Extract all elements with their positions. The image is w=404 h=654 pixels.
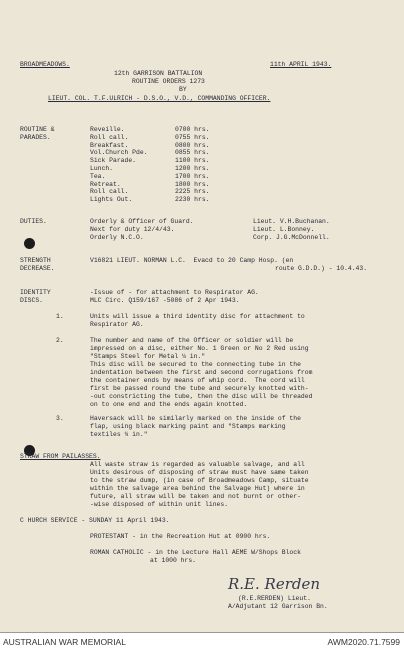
duty-role: Orderly & Officer of Guard.: [90, 218, 194, 225]
church-protestant: PROTESTANT - in the Recreation Hut at 0900 hrs.: [90, 533, 271, 540]
strength-line-2: route G.D.D.) - 10.4.43.: [275, 265, 368, 272]
identity-item-line: flap, using black marking paint and "Stamps marking: [90, 423, 286, 430]
identity-item-line: Haversack will be similarly marked on the inside of the: [90, 415, 301, 422]
identity-item-number: 3.: [56, 415, 64, 422]
routine-heading-2: PARADES.: [20, 134, 51, 141]
routine-time: 0855 hrs.: [175, 149, 210, 157]
duties-heading: DUTIES.: [20, 218, 47, 225]
routine-label: Sick Parade.: [90, 157, 137, 165]
strength-line-1: V16821 LIEUT. NORMAN L.C. Evacd to 20 Camp Hosp. (en: [90, 257, 294, 264]
identity-item-line: first be passed round the tube and securely knotted with-: [90, 385, 309, 392]
header-orders: ROUTINE ORDERS 1273: [132, 78, 205, 85]
routine-label: Tea.: [90, 172, 106, 180]
header-unit: 12th GARRISON BATTALION: [114, 70, 203, 77]
header-by: BY: [179, 86, 187, 93]
identity-item-line: the container ends by means of whip cord. The cord will: [90, 377, 305, 384]
identity-item-line: The number and name of the Officer or soldier will be: [90, 337, 294, 344]
straw-heading: STRAW FROM PAILASSES.: [20, 453, 101, 460]
identity-item-number: 2.: [56, 337, 64, 344]
identity-item-line: textiles ¼ in.": [90, 431, 148, 438]
routine-label: Lunch.: [90, 165, 114, 172]
header-commander: LIEUT. COL. T.F.ULRICH - D.S.O., V.D., COMMANDING OFFICER.: [48, 95, 271, 102]
signatory-title: A/Adjutant 12 Garrison Bn.: [228, 603, 328, 610]
duty-role: Next for duty 12/4/43.: [90, 226, 175, 233]
routine-time: 0800 hrs.: [175, 141, 210, 149]
strength-heading-1: STRENGTH: [20, 257, 51, 264]
straw-line: within the salvage area behind the Salvage Hut) where in: [90, 485, 305, 492]
identity-item-line: indentation between the first and second corrugations from: [90, 369, 313, 376]
strength-heading-2: DECREASE.: [20, 265, 55, 272]
identity-item-line: -out constricting the tube, then the disc will be threaded: [90, 393, 313, 400]
header-place: BROADMEADOWS.: [20, 61, 70, 68]
duty-officer: Corp. J.G.McDonnell.: [253, 234, 330, 241]
archive-footer: [0, 632, 404, 654]
straw-line: Units desirous of disposing of straw must have same taken: [90, 469, 309, 476]
punch-hole-top: [24, 238, 35, 249]
identity-item-line: "Stamps Steel for Metal ¼ in.": [90, 353, 206, 360]
straw-line: future, all straw will be taken and not burnt or other-: [90, 493, 301, 500]
routine-time: 1200 hrs.: [175, 165, 210, 172]
routine-heading-1: ROUTINE &: [20, 126, 55, 133]
duty-role: Orderly N.C.O.: [90, 234, 144, 241]
identity-item-line: impressed on a disc, either No. 1 Green or No 2 Red using: [90, 345, 309, 352]
straw-line: to the straw dump, (in case of Broadmeadows Camp, situate: [90, 477, 309, 484]
routine-time: 1800 hrs.: [175, 180, 210, 188]
routine-label: Roll call.: [90, 188, 129, 196]
identity-item-line: This disc will be secured to the connecting tube in the: [90, 361, 301, 368]
identity-heading-2: DISCS.: [20, 297, 44, 304]
routine-time: 0700 hrs.: [175, 126, 210, 133]
routine-label: Roll call.: [90, 133, 129, 141]
identity-item-line: Units will issue a third identity disc for attachment to: [90, 313, 305, 320]
church-catholic-2: at 1000 hrs.: [150, 557, 197, 564]
signatory-name: (R.E.RERDEN) Lieut.: [238, 595, 311, 602]
handwritten-signature: R.E. Rerden: [228, 575, 321, 593]
routine-time: 2230 hrs.: [175, 196, 210, 204]
routine-time: 2225 hrs.: [175, 188, 210, 196]
routine-time: 1700 hrs.: [175, 172, 210, 180]
routine-label: Vol.Church Pde.: [90, 149, 148, 157]
straw-line: All waste straw is regarded as valuable salvage, and all: [90, 461, 305, 468]
identity-item-number: 1.: [56, 313, 64, 320]
church-catholic-1: ROMAN CATHOLIC - in the Lecture Hall AEME W/Shops Block: [90, 549, 301, 556]
identity-item-line: on to one end and the ends again knotted.: [90, 401, 248, 408]
routine-label: Reveille.: [90, 126, 125, 133]
identity-intro-1: -Issue of - for attachment to Respirator AG.: [90, 289, 259, 296]
identity-intro-2: MLC Circ. Q159/167 -5086 of 2 Apr 1943.: [90, 297, 240, 304]
footer-reference: AWM2020.71.7599: [327, 637, 400, 647]
routine-label: Retreat.: [90, 180, 121, 188]
routine-time: 0755 hrs.: [175, 133, 210, 141]
church-heading: C HURCH SERVICE - SUNDAY 11 April 1943.: [20, 517, 170, 524]
identity-heading-1: IDENTITY: [20, 289, 51, 296]
routine-label: Breakfast.: [90, 141, 129, 149]
routine-time: 1100 hrs.: [175, 157, 210, 165]
duty-officer: Lieut. L.Bonney.: [253, 226, 315, 233]
header-date: 11th APRIL 1943.: [270, 61, 332, 68]
identity-item-line: Respirator AG.: [90, 321, 144, 328]
routine-label: Lights Out.: [90, 196, 133, 204]
duty-officer: Lieut. V.H.Buchanan.: [253, 218, 330, 225]
footer-source: AUSTRALIAN WAR MEMORIAL: [3, 637, 126, 647]
straw-line: -wise disposed of within unit lines.: [90, 501, 229, 508]
